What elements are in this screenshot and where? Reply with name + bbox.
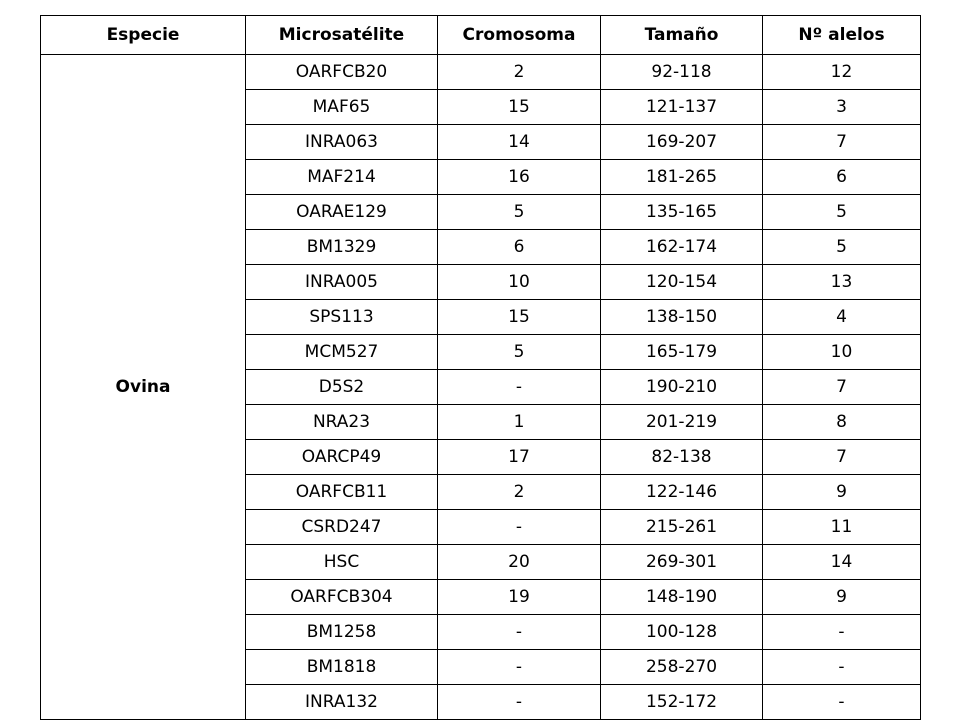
chromosome-cell: - bbox=[438, 650, 601, 685]
header-especie: Especie bbox=[41, 16, 246, 55]
microsatellite-cell: INRA132 bbox=[246, 685, 438, 720]
chromosome-cell: 2 bbox=[438, 475, 601, 510]
allele-count-cell: - bbox=[763, 615, 921, 650]
microsatellite-cell: OARCP49 bbox=[246, 440, 438, 475]
microsatellite-cell: BM1329 bbox=[246, 230, 438, 265]
allele-count-cell: 7 bbox=[763, 370, 921, 405]
allele-count-cell: 11 bbox=[763, 510, 921, 545]
size-cell: 92-118 bbox=[601, 55, 763, 90]
microsatellite-cell: OARFCB11 bbox=[246, 475, 438, 510]
size-cell: 122-146 bbox=[601, 475, 763, 510]
table-body bbox=[41, 55, 921, 720]
size-cell: 181-265 bbox=[601, 160, 763, 195]
allele-count-cell: 4 bbox=[763, 300, 921, 335]
allele-count-cell: 6 bbox=[763, 160, 921, 195]
header-microsatelite: Microsatélite bbox=[246, 16, 438, 55]
microsatellite-cell: CSRD247 bbox=[246, 510, 438, 545]
allele-count-cell: 13 bbox=[763, 265, 921, 300]
chromosome-cell: 17 bbox=[438, 440, 601, 475]
chromosome-cell: 5 bbox=[438, 195, 601, 230]
chromosome-cell: 19 bbox=[438, 580, 601, 615]
size-cell: 82-138 bbox=[601, 440, 763, 475]
size-cell: 100-128 bbox=[601, 615, 763, 650]
chromosome-cell: 15 bbox=[438, 90, 601, 125]
chromosome-cell: 16 bbox=[438, 160, 601, 195]
chromosome-cell: - bbox=[438, 685, 601, 720]
size-cell: 138-150 bbox=[601, 300, 763, 335]
allele-count-cell: 12 bbox=[763, 55, 921, 90]
table-header bbox=[41, 16, 921, 55]
chromosome-cell: 2 bbox=[438, 55, 601, 90]
microsatellite-cell: BM1818 bbox=[246, 650, 438, 685]
microsatellite-cell: MAF65 bbox=[246, 90, 438, 125]
size-cell: 169-207 bbox=[601, 125, 763, 160]
size-cell: 135-165 bbox=[601, 195, 763, 230]
allele-count-cell: 10 bbox=[763, 335, 921, 370]
size-cell: 148-190 bbox=[601, 580, 763, 615]
microsatellite-cell: OARAE129 bbox=[246, 195, 438, 230]
species-cell: Ovina bbox=[41, 55, 246, 720]
allele-count-cell: 9 bbox=[763, 580, 921, 615]
microsatellite-cell: INRA005 bbox=[246, 265, 438, 300]
allele-count-cell: 5 bbox=[763, 230, 921, 265]
size-cell: 215-261 bbox=[601, 510, 763, 545]
chromosome-cell: 10 bbox=[438, 265, 601, 300]
microsatellite-cell: SPS113 bbox=[246, 300, 438, 335]
header-n-alelos: Nº alelos bbox=[763, 16, 921, 55]
allele-count-cell: 9 bbox=[763, 475, 921, 510]
chromosome-cell: 1 bbox=[438, 405, 601, 440]
allele-count-cell: 14 bbox=[763, 545, 921, 580]
microsatellite-cell: MCM527 bbox=[246, 335, 438, 370]
allele-count-cell: 3 bbox=[763, 90, 921, 125]
table-row bbox=[41, 55, 921, 90]
chromosome-cell: 20 bbox=[438, 545, 601, 580]
chromosome-cell: - bbox=[438, 370, 601, 405]
allele-count-cell: - bbox=[763, 685, 921, 720]
size-cell: 269-301 bbox=[601, 545, 763, 580]
header-row bbox=[41, 16, 921, 55]
chromosome-cell: 5 bbox=[438, 335, 601, 370]
allele-count-cell: - bbox=[763, 650, 921, 685]
microsatellite-cell: OARFCB20 bbox=[246, 55, 438, 90]
size-cell: 152-172 bbox=[601, 685, 763, 720]
size-cell: 165-179 bbox=[601, 335, 763, 370]
size-cell: 190-210 bbox=[601, 370, 763, 405]
chromosome-cell: 6 bbox=[438, 230, 601, 265]
microsatellite-cell: D5S2 bbox=[246, 370, 438, 405]
chromosome-cell: 14 bbox=[438, 125, 601, 160]
microsatellite-cell: INRA063 bbox=[246, 125, 438, 160]
allele-count-cell: 7 bbox=[763, 440, 921, 475]
allele-count-cell: 7 bbox=[763, 125, 921, 160]
chromosome-cell: - bbox=[438, 510, 601, 545]
size-cell: 120-154 bbox=[601, 265, 763, 300]
microsatellite-cell: OARFCB304 bbox=[246, 580, 438, 615]
microsatellite-cell: BM1258 bbox=[246, 615, 438, 650]
size-cell: 201-219 bbox=[601, 405, 763, 440]
microsatellite-cell: HSC bbox=[246, 545, 438, 580]
size-cell: 258-270 bbox=[601, 650, 763, 685]
microsatellite-cell: MAF214 bbox=[246, 160, 438, 195]
header-tamano: Tamaño bbox=[601, 16, 763, 55]
allele-count-cell: 8 bbox=[763, 405, 921, 440]
microsatellite-table bbox=[40, 15, 921, 720]
size-cell: 162-174 bbox=[601, 230, 763, 265]
size-cell: 121-137 bbox=[601, 90, 763, 125]
header-cromosoma: Cromosoma bbox=[438, 16, 601, 55]
chromosome-cell: 15 bbox=[438, 300, 601, 335]
chromosome-cell: - bbox=[438, 615, 601, 650]
microsatellite-cell: NRA23 bbox=[246, 405, 438, 440]
allele-count-cell: 5 bbox=[763, 195, 921, 230]
